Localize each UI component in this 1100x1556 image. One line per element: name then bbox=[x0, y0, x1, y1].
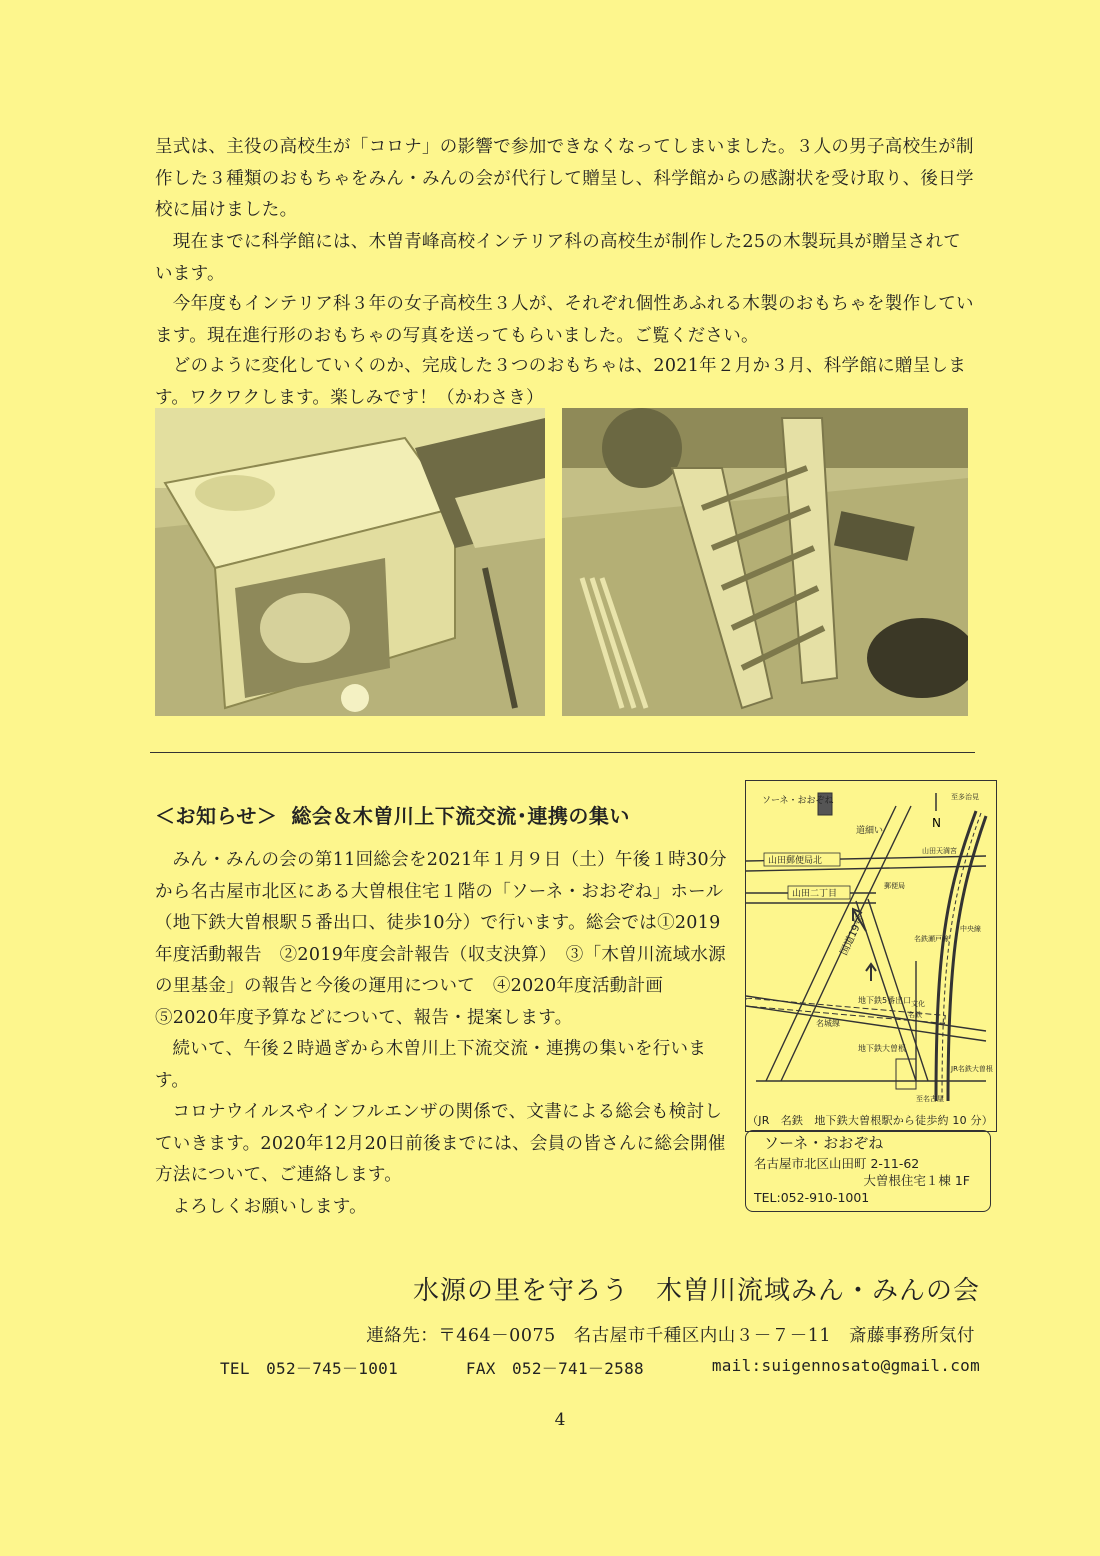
notice-paragraph: 続いて、午後２時過ぎから木曽川上下流交流・連携の集いを行います。 bbox=[155, 1039, 707, 1091]
venue-tel: TEL:052-910-1001 bbox=[754, 1190, 870, 1205]
toy-drawer-photo bbox=[155, 408, 545, 716]
map-label-jr-ozone: JR名鉄大曽根 bbox=[951, 1065, 993, 1073]
notice-paragraph: よろしくお願いします。 bbox=[172, 1196, 367, 1217]
contact-tel: TEL 052－745－1001 bbox=[220, 1359, 399, 1378]
map-label-meijo-line: 名城線 bbox=[816, 1019, 840, 1028]
section-divider bbox=[150, 752, 975, 753]
article-paragraph: 今年度もインテリア科３年の女子高校生３人が、それぞれ個性あふれる木製のおもちゃを製作しています。現在進行形のおもちゃの写真を送ってもらいました。ご覧ください。 bbox=[155, 294, 974, 346]
venue-address-line1: 名古屋市北区山田町 2-11-62 bbox=[754, 1156, 920, 1171]
contact-fax: FAX 052－741－2588 bbox=[465, 1359, 644, 1378]
map-label-yamada-north: 山田郵便局北 bbox=[768, 856, 823, 866]
venue-address-box bbox=[745, 1130, 991, 1212]
map-label-subway-ozone: 地下鉄大曽根 bbox=[858, 1044, 906, 1053]
notice-paragraph: みん・みんの会の第11回総会を2021年１月９日（土）午後１時30分から名古屋市北区にある大曽根住宅１階の「ソーネ・おおぞね」ホール（地下鉄大曽根駅５番出口、徒歩10分）で行います。総会では①2019年度活動報告 ②2019年度会計報告（収支決算） ③「木曽川流域水源の里基金」の報告と今後の運用について ④2020年度活動計画 ⑤2020年度予算などについて、報告・提案します。 bbox=[155, 850, 727, 1028]
map-caption: （JR 名鉄 地下鉄大曽根駅から徒歩約 10 分） bbox=[747, 1114, 993, 1127]
map-label-route19: 国道19号 bbox=[838, 913, 867, 958]
contact-email: mail:suigennosato@gmail.com bbox=[711, 1356, 980, 1375]
notice-title: 総会＆木曽川上下流交流･連携の集い bbox=[291, 804, 630, 828]
map-label-yamada-2: 山田二丁目 bbox=[792, 889, 838, 899]
access-map bbox=[745, 780, 997, 1132]
notice-label: ＜お知らせ＞ bbox=[155, 804, 278, 828]
north-arrow-label: N bbox=[932, 816, 941, 830]
toy-ladder-photo bbox=[562, 408, 968, 716]
map-label-chuo-line: 中央線 bbox=[960, 925, 981, 933]
map-label-to-nagoya: 至名古屋 bbox=[916, 1095, 944, 1103]
contact-line bbox=[150, 1356, 980, 1379]
article-paragraph: どのように変化していくのか、完成した３つのおもちゃは、2021年２月か３月、科学館に贈呈します。ワクワクします。楽しみです！（かわさき） bbox=[155, 356, 967, 408]
article-paragraph: 現在までに科学館には、木曽青峰高校インテリア科の高校生が制作した25の木製玩具が贈呈されています。 bbox=[155, 232, 962, 284]
map-label-post-office: 郵便局 bbox=[884, 882, 905, 890]
article-paragraph: 呈式は、主役の高校生が「コロナ」の影響で参加できなくなってしまいました。３人の男子高校生が制作した３種類のおもちゃをみん・みんの会が代行して贈呈し、科学館からの感謝状を受け取り、後日学校に届けました。 bbox=[155, 137, 974, 220]
map-label-to-tajimi: 至多治見 bbox=[951, 793, 979, 801]
map-label-seto-line: 名鉄瀬戸線 bbox=[914, 935, 949, 943]
venue-name: ソーネ・おおぞね bbox=[764, 1134, 884, 1152]
map-label-sone: ソーネ・おおぞね bbox=[762, 796, 834, 806]
organization-title: 水源の里を守ろう 木曽川流域みん・みんの会 bbox=[412, 1276, 980, 1306]
map-label-exit5: 地下鉄5番出口 bbox=[858, 996, 912, 1005]
access-map-drawing bbox=[746, 781, 996, 1131]
map-label-meitetsu: 名鉄 bbox=[908, 1011, 922, 1019]
map-label-road-narrow: 道細い bbox=[856, 826, 884, 836]
page-number: 4 bbox=[554, 1410, 566, 1430]
contact-address: 連絡先：〒464－0075 名古屋市千種区内山３－７－11 斎藤事務所気付 bbox=[366, 1326, 975, 1346]
notice-heading bbox=[155, 800, 735, 829]
notice-paragraph: コロナウイルスやインフルエンザの関係で、文書による総会も検討していきます。2020年12月20日前後までには、会員の皆さんに総会開催方法について、ご連絡します。 bbox=[155, 1102, 726, 1185]
map-label-bunka: 文化 bbox=[911, 1000, 925, 1008]
map-label-tenmangu: 山田天満宮 bbox=[922, 847, 957, 855]
venue-address-line2: 大曽根住宅１棟 1F bbox=[863, 1173, 970, 1188]
notice-body bbox=[155, 845, 730, 1223]
